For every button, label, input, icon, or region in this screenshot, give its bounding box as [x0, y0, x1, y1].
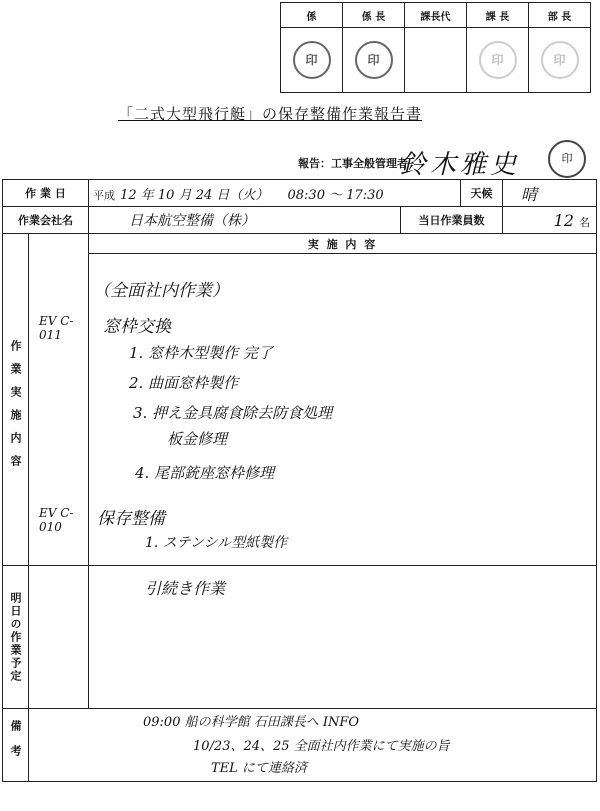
- document-title: 「二式大型飛行艇」の保存整備作業報告書: [118, 105, 423, 123]
- approval-cell: [467, 28, 529, 93]
- date-label: 作 業 日: [3, 180, 89, 207]
- date-cell: [89, 180, 461, 207]
- remarks-content-cell: [29, 709, 597, 782]
- reporter-signature: 鈴木雅史: [400, 150, 521, 180]
- company-label: 作業会社名: [3, 207, 89, 234]
- approval-cell: [281, 28, 343, 93]
- date-era: 平成: [93, 188, 116, 202]
- reporter-label: 報告：工事全般管理者: [298, 157, 408, 170]
- work-line: 板金修理: [167, 430, 228, 448]
- approval-header: 部 長: [529, 3, 591, 28]
- remarks-label: 備考: [3, 709, 29, 782]
- seal-stamp: 印: [293, 41, 331, 79]
- work-code: EV C-011: [39, 313, 74, 342]
- tomorrow-label: 明日の作業予定: [3, 566, 29, 709]
- work-code-cell: [29, 254, 89, 566]
- work-line: 窓枠交換: [103, 317, 172, 337]
- workers-unit: 名: [579, 215, 591, 229]
- work-line: 1. 窓枠木型製作 完了: [129, 344, 273, 362]
- work-line: 保存整備: [97, 509, 166, 529]
- seal-stamp: 印: [479, 41, 517, 79]
- approval-cell: [405, 28, 467, 93]
- time-value: 08:30 〜 17:30: [287, 187, 384, 203]
- approval-header: 課 長: [467, 3, 529, 28]
- workers-cell: [503, 207, 597, 234]
- approval-header: 係: [281, 3, 343, 28]
- work-line: 2. 曲面窓枠製作: [129, 374, 239, 392]
- tomorrow-content-cell: [89, 566, 597, 709]
- work-line: （全面社内作業）: [93, 281, 230, 301]
- work-line: 3. 押え金具腐食除去防食処理: [133, 404, 333, 422]
- code-column-cell: [29, 234, 89, 254]
- remarks-line: 09:00 船の科学館 石田課長へ INFO: [143, 715, 360, 730]
- weather-value: 晴: [503, 180, 597, 207]
- work-line: 4. 尾部銃座窓枠修理: [135, 464, 275, 482]
- workers-label: 当日作業員数: [401, 207, 503, 234]
- label-column-cell: [3, 234, 29, 254]
- date-value: 12 年 10 月 24 日（火）: [120, 187, 269, 203]
- work-section-label: 作業実施内容: [3, 254, 29, 566]
- approval-header: 係 長: [343, 3, 405, 28]
- company-value: 日本航空整備（株）: [89, 207, 401, 234]
- approval-table: [280, 2, 591, 93]
- remarks-line: 10/23、24、25 全面社内作業にて実施の旨: [193, 739, 450, 754]
- seal-stamp-empty: [419, 42, 453, 76]
- workers-value: 12: [553, 210, 574, 230]
- report-form: [2, 179, 597, 782]
- tomorrow-value: 引続き作業: [145, 579, 226, 598]
- approval-cell: [529, 28, 591, 93]
- weather-label: 天候: [461, 180, 503, 207]
- work-line: 1. ステンシル型紙製作: [145, 535, 288, 551]
- approval-header: 課長代: [405, 3, 467, 28]
- reporter-seal-icon: 印: [548, 140, 586, 178]
- content-header: 実 施 内 容: [89, 234, 597, 254]
- seal-stamp: 印: [355, 41, 393, 79]
- remarks-line: TEL にて連絡済: [211, 761, 307, 776]
- approval-cell: [343, 28, 405, 93]
- work-content-cell: [89, 254, 597, 566]
- tomorrow-code-cell: [29, 566, 89, 709]
- work-code: EV C-010: [39, 505, 74, 534]
- seal-stamp: 印: [541, 41, 579, 79]
